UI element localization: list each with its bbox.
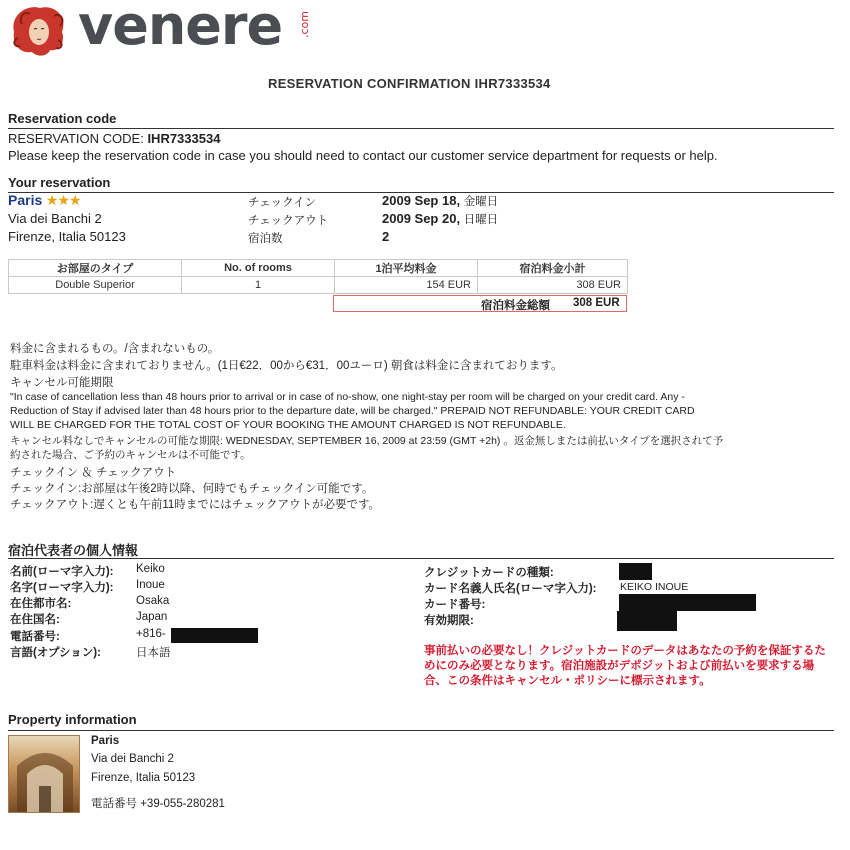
hotel-name: Paris [8,192,43,208]
col-avg-price: 1泊平均料金 [335,260,478,277]
brand-logo-suffix: .com [298,11,311,38]
city-label: 在住都市名: [10,598,72,610]
cell-subtotal: 308 EUR [478,277,628,294]
last-name-value: Inoue [136,579,165,591]
card-holder-label: カード名義人氏名(ローマ字入力): [424,583,597,595]
card-number-label: カード番号: [424,599,486,611]
checkin-date [382,193,498,209]
checkin-rule: チェックイン:お部屋は午後2時以降、何時でもチェックイン可能です。 [10,483,374,495]
nights-value: 2 [382,229,390,244]
redaction-bar [619,594,756,611]
checkin-label: チェックイン [248,197,317,209]
col-subtotal: 宿泊料金小計 [478,260,628,277]
divider [8,730,834,731]
card-holder-value: KEIKO INOUE [620,581,689,593]
property-photo-icon [9,736,80,813]
property-heading: Property information [8,712,137,727]
checkout-day: 日曜日 [463,214,499,226]
phone-value: +816- [136,628,166,640]
divider [8,558,834,559]
property-name: Paris [91,735,120,747]
included-heading: 料金に含まれるもの。/含まれないもの。 [10,343,220,355]
cancel-line-4: キャンセル料なしでキャンセルの可能な期限: WEDNESDAY, SEPTEMBER 16, 2009 at 23:59 (GMT +2h) 。返金無しまたは前払いタイプを選択されて予 [10,435,724,447]
city-value: Osaka [136,595,170,607]
property-phone-value: +39-055-280281 [140,798,225,810]
country-value: Japan [136,611,168,623]
reservation-code-line [8,131,220,146]
checkio-heading: チェックイン ＆ チェックアウト [10,467,177,479]
expiry-label: 有効期限: [424,615,474,627]
phone-label: 電話番号: [10,631,60,643]
property-phone-label: 電話番号 [91,798,137,810]
cancel-line-5: 約された場合、ご予約のキャンセルは不可能です。 [10,449,251,461]
cancel-heading: キャンセル可能期限 [10,377,114,389]
cell-avg-price: 154 EUR [335,277,478,294]
cancel-line-2: Reduction of Stay if advised later than 48 hours prior to the departure date, will be charged." PREPAID NOT REFUNDABLE: YOUR CREDIT CARD [10,405,695,417]
checkin-day: 金曜日 [463,196,499,208]
property-address-line2: Firenze, Italia 50123 [91,772,196,784]
redaction-bar [619,563,652,580]
cell-rooms: 1 [182,277,335,294]
redaction-bar [171,628,258,643]
divider [8,128,834,129]
col-rooms: No. of rooms [182,260,335,277]
property-photo [8,735,80,813]
card-guarantee-note: 事前払いの必要なし！クレジットカードのデータはあなたの予約を保証するためにのみ必要となります。宿泊施設がデポジットおよび前払いを要求する場合、この条件はキャンセル・ポリシーに標示されます。 [424,643,826,687]
guest-heading: 宿泊代表者の個人情報 [8,543,139,558]
card-type-label: クレジットカードの種類: [424,567,554,579]
hotel-address-line1: Via dei Banchi 2 [8,211,102,226]
cell-room-type: Double Superior [9,277,182,294]
total-value: 308 EUR [573,297,620,309]
checkout-rule: チェックアウト:遅くとも午前11時までにはチェックアウトが必要です。 [10,499,381,511]
property-phone [91,795,225,811]
included-text: 駐車料金は料金に含まれておりません。(1日€22．00から€31．00ユーロ) 朝食は料金に含まれております。 [10,360,563,372]
hotel-stars-icon: ★★★ [45,192,81,208]
table-header-row [9,260,628,277]
total-label: 宿泊料金総額 [481,300,550,312]
brand-logo-text: venere [78,0,283,57]
checkin-date-value: 2009 Sep 18, [382,193,461,208]
nights-label: 宿泊数 [248,233,283,245]
reservation-code-value: IHR7333534 [147,131,221,146]
country-label: 在住国名: [10,614,60,626]
cancel-line-1: "In case of cancellation less than 48 hours prior to arrival or in case of no-show, one night-stay per room will be charged on your credit card. Any - [10,391,685,403]
last-name-label: 名字(ローマ字入力): [10,582,114,594]
page-title: RESERVATION CONFIRMATION IHR7333534 [268,76,551,91]
property-address-line1: Via dei Banchi 2 [91,753,174,765]
rooms-table [8,259,628,294]
redaction-bar [617,611,677,631]
first-name-label: 名前(ローマ字入力): [10,566,114,578]
language-label: 言語(オプション): [10,647,101,659]
col-room-type: お部屋のタイプ [9,260,182,277]
first-name-value: Keiko [136,563,165,575]
cancel-line-3: WILL BE CHARGED FOR THE TOTAL COST OF YOUR BOOKING THE AMOUNT CHARGED IS NOT REFUNDABLE. [10,419,566,431]
checkout-label: チェックアウト [248,215,329,227]
your-reservation-heading: Your reservation [8,175,111,190]
language-value: 日本語 [136,647,171,659]
checkout-date-value: 2009 Sep 20, [382,211,461,226]
reservation-code-heading: Reservation code [8,111,117,126]
venus-logo-icon [8,2,70,58]
checkout-date [382,211,498,227]
reservation-code-note: Please keep the reservation code in case you should need to contact our customer service department for requests or help. [8,148,718,163]
reservation-code-label: RESERVATION CODE: [8,131,144,146]
hotel-name-line [8,192,81,209]
hotel-address-line2: Firenze, Italia 50123 [8,229,126,244]
table-row [9,277,628,294]
